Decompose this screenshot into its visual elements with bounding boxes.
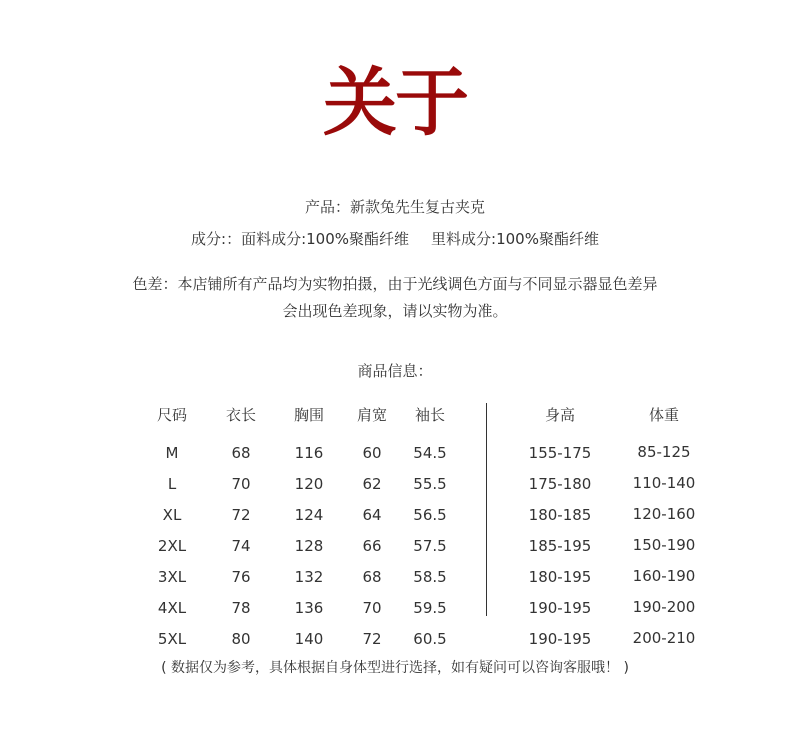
page-title: 关于 — [323, 60, 467, 146]
cell-height: 155-175 — [528, 444, 592, 462]
cell-sleeve: 60.5 — [413, 630, 447, 648]
cell-height: 190-195 — [528, 599, 592, 617]
cell-size: M — [165, 444, 179, 462]
header-shoulder: 肩宽 — [356, 406, 388, 424]
cell-height: 185-195 — [528, 537, 592, 555]
cell-weight: 150-190 — [632, 536, 696, 554]
table-divider — [486, 403, 487, 616]
cell-height: 190-195 — [528, 630, 592, 648]
cell-shoulder: 68 — [362, 568, 382, 586]
header-length: 衣长 — [225, 406, 257, 424]
cell-length: 72 — [231, 506, 251, 524]
cell-sleeve: 59.5 — [413, 599, 447, 617]
cell-shoulder: 60 — [362, 444, 382, 462]
cell-length: 78 — [231, 599, 251, 617]
cell-chest: 124 — [294, 506, 324, 524]
cell-height: 175-180 — [528, 475, 592, 493]
cell-shoulder: 70 — [362, 599, 382, 617]
cell-height: 180-185 — [528, 506, 592, 524]
cell-height: 180-195 — [528, 568, 592, 586]
cell-shoulder: 66 — [362, 537, 382, 555]
cell-length: 76 — [231, 568, 251, 586]
header-weight: 体重 — [648, 406, 680, 424]
cell-size: 4XL — [157, 599, 187, 617]
cell-shoulder: 64 — [362, 506, 382, 524]
product-info-label: 商品信息： — [357, 362, 433, 380]
cell-weight: 120-160 — [632, 505, 696, 523]
cell-chest: 136 — [294, 599, 324, 617]
cell-size: L — [167, 475, 177, 493]
cell-length: 70 — [231, 475, 251, 493]
header-height: 身高 — [544, 406, 576, 424]
cell-size: 5XL — [157, 630, 187, 648]
cell-length: 74 — [231, 537, 251, 555]
cell-shoulder: 72 — [362, 630, 382, 648]
cell-chest: 132 — [294, 568, 324, 586]
cell-length: 68 — [231, 444, 251, 462]
cell-size: 3XL — [157, 568, 187, 586]
cell-weight: 160-190 — [632, 567, 696, 585]
cell-chest: 120 — [294, 475, 324, 493]
color-note-line-2: 会出现色差现象，请以实物为准。 — [282, 302, 508, 320]
cell-shoulder: 62 — [362, 475, 382, 493]
cell-sleeve: 54.5 — [413, 444, 447, 462]
cell-weight: 110-140 — [632, 474, 696, 492]
disclaimer: ( 数据仅为参考，具体根据自身体型进行选择，如有疑问可以咨询客服哦！ ) — [161, 660, 629, 676]
cell-sleeve: 56.5 — [413, 506, 447, 524]
cell-sleeve: 57.5 — [413, 537, 447, 555]
outer-fabric: 面料成分:100%聚酯纤维 — [241, 230, 410, 248]
product-name: 产品：新款兔先生复古夹克 — [304, 198, 485, 216]
cell-size: XL — [162, 506, 182, 524]
cell-chest: 128 — [294, 537, 324, 555]
composition-prefix: 成分:： — [191, 230, 242, 248]
header-size: 尺码 — [156, 406, 188, 424]
cell-weight: 200-210 — [632, 629, 696, 647]
cell-sleeve: 55.5 — [413, 475, 447, 493]
header-chest: 胸围 — [293, 406, 325, 424]
cell-weight: 85-125 — [637, 443, 691, 461]
cell-chest: 140 — [294, 630, 324, 648]
lining-fabric: 里料成分:100%聚酯纤维 — [431, 230, 599, 248]
cell-length: 80 — [231, 630, 251, 648]
color-note-line-1: 色差：本店铺所有产品均为实物拍摄，由于光线调色方面与不同显示器显色差异 — [132, 275, 658, 293]
cell-weight: 190-200 — [632, 598, 696, 616]
composition-line — [0, 228, 790, 249]
header-sleeve: 袖长 — [414, 406, 446, 424]
cell-chest: 116 — [294, 444, 324, 462]
cell-sleeve: 58.5 — [413, 568, 447, 586]
cell-size: 2XL — [157, 537, 187, 555]
